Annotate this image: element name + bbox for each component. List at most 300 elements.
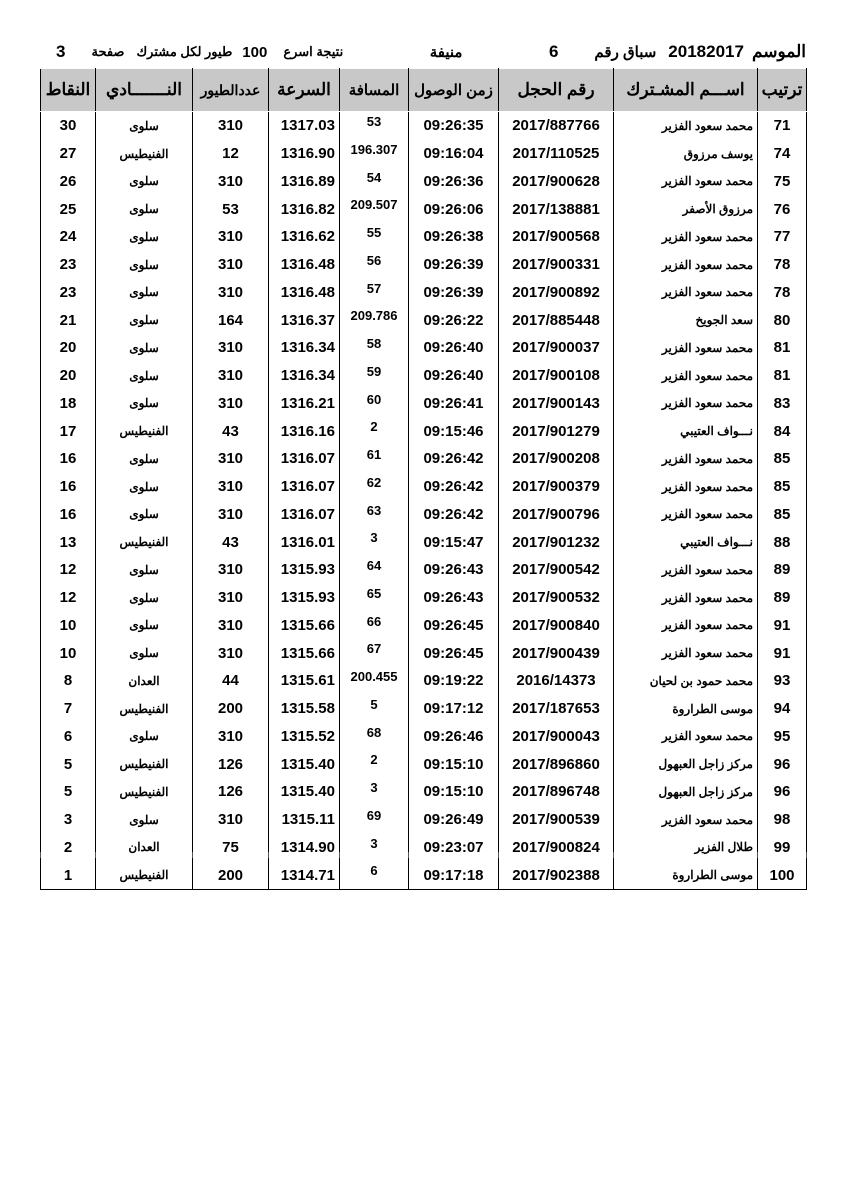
cell-time: 09:15:46: [409, 417, 499, 445]
cell-time: 09:16:04: [409, 140, 499, 168]
per-participant-label: طيور لكل مشترك: [136, 44, 233, 59]
column-tick-mark: [757, 852, 758, 858]
cell-rank: 83: [758, 390, 807, 418]
cell-count: 310: [193, 639, 269, 667]
cell-name: محمد سعود الفزير: [614, 251, 758, 279]
cell-rank: 98: [758, 806, 807, 834]
cell-points: 30: [41, 112, 96, 140]
cell-name: محمد سعود الفزير: [614, 639, 758, 667]
cell-club: الفنيطيس: [96, 861, 193, 889]
cell-dist: 60: [340, 390, 409, 418]
table-row: [41, 306, 807, 334]
cell-count: 310: [193, 806, 269, 834]
col-distance: المسافة: [340, 69, 409, 112]
cell-rank: 78: [758, 279, 807, 307]
cell-dist: 53: [340, 112, 409, 140]
cell-count: 310: [193, 473, 269, 501]
cell-club: سلوى: [96, 306, 193, 334]
cell-ring: 2017/896748: [499, 778, 614, 806]
cell-ring: 2017/900824: [499, 834, 614, 862]
cell-count: 43: [193, 417, 269, 445]
cell-rank: 88: [758, 528, 807, 556]
cell-club: سلوى: [96, 584, 193, 612]
col-club: النـــــــادي: [96, 69, 193, 112]
cell-points: 13: [41, 528, 96, 556]
table-row: [41, 778, 807, 806]
cell-club: الفنيطيس: [96, 417, 193, 445]
cell-points: 16: [41, 445, 96, 473]
cell-time: 09:15:10: [409, 750, 499, 778]
table-header-row: [41, 69, 807, 112]
cell-name: يوسف مرزوق: [614, 140, 758, 168]
cell-count: 53: [193, 195, 269, 223]
cell-count: 310: [193, 501, 269, 529]
cell-time: 09:19:22: [409, 667, 499, 695]
cell-ring: 2017/900439: [499, 639, 614, 667]
table-row: [41, 806, 807, 834]
cell-dist: 68: [340, 723, 409, 751]
cell-speed: 1316.62: [269, 223, 340, 251]
table-row: [41, 362, 807, 390]
cell-club: سلوى: [96, 723, 193, 751]
cell-points: 5: [41, 750, 96, 778]
cell-club: سلوى: [96, 556, 193, 584]
cell-count: 75: [193, 834, 269, 862]
cell-speed: 1317.03: [269, 112, 340, 140]
cell-time: 09:26:42: [409, 501, 499, 529]
cell-dist: 61: [340, 445, 409, 473]
cell-rank: 93: [758, 667, 807, 695]
cell-count: 310: [193, 612, 269, 640]
cell-name: نـــواف العتيبي: [614, 417, 758, 445]
cell-time: 09:15:47: [409, 528, 499, 556]
cell-points: 12: [41, 556, 96, 584]
cell-time: 09:26:41: [409, 390, 499, 418]
cell-club: العدان: [96, 834, 193, 862]
table-row: [41, 556, 807, 584]
cell-name: محمد سعود الفزير: [614, 556, 758, 584]
cell-time: 09:26:22: [409, 306, 499, 334]
cell-time: 09:26:40: [409, 334, 499, 362]
cell-points: 5: [41, 778, 96, 806]
cell-ring: 2017/900037: [499, 334, 614, 362]
cell-count: 164: [193, 306, 269, 334]
cell-dist: 58: [340, 334, 409, 362]
cell-club: سلوى: [96, 473, 193, 501]
cell-time: 09:15:10: [409, 778, 499, 806]
cell-count: 200: [193, 695, 269, 723]
cell-points: 27: [41, 140, 96, 168]
cell-time: 09:26:40: [409, 362, 499, 390]
cell-dist: 69: [340, 806, 409, 834]
location: منيفة: [429, 44, 463, 61]
cell-ring: 2017/900143: [499, 390, 614, 418]
cell-count: 310: [193, 251, 269, 279]
cell-dist: 200.455: [340, 667, 409, 695]
cell-speed: 1316.07: [269, 501, 340, 529]
cell-ring: 2017/900892: [499, 279, 614, 307]
cell-ring: 2016/14373: [499, 667, 614, 695]
cell-time: 09:26:36: [409, 168, 499, 196]
cell-time: 09:26:45: [409, 639, 499, 667]
cell-rank: 89: [758, 556, 807, 584]
cell-ring: 2017/900108: [499, 362, 614, 390]
page-label: صفحة: [91, 44, 125, 59]
season-label: الموسم: [751, 42, 807, 61]
cell-name: مركز زاجل العبهول: [614, 778, 758, 806]
cell-time: 09:26:39: [409, 279, 499, 307]
col-arrival-time: زمن الوصول: [409, 69, 499, 112]
cell-ring: 2017/900796: [499, 501, 614, 529]
cell-count: 200: [193, 861, 269, 889]
cell-dist: 67: [340, 639, 409, 667]
cell-time: 09:26:49: [409, 806, 499, 834]
cell-rank: 71: [758, 112, 807, 140]
result-label: نتيجة اسرع: [283, 44, 344, 59]
cell-ring: 2017/900840: [499, 612, 614, 640]
cell-rank: 74: [758, 140, 807, 168]
cell-points: 21: [41, 306, 96, 334]
cell-dist: 66: [340, 612, 409, 640]
cell-club: سلوى: [96, 445, 193, 473]
cell-name: سعد الجويخ: [614, 306, 758, 334]
cell-name: محمد سعود الفزير: [614, 168, 758, 196]
cell-rank: 96: [758, 778, 807, 806]
table-row: [41, 639, 807, 667]
cell-speed: 1316.07: [269, 473, 340, 501]
table-row: [41, 473, 807, 501]
table-row: [41, 168, 807, 196]
cell-name: محمد سعود الفزير: [614, 473, 758, 501]
table-row: [41, 390, 807, 418]
cell-ring: 2017/900542: [499, 556, 614, 584]
cell-time: 09:23:07: [409, 834, 499, 862]
cell-count: 310: [193, 112, 269, 140]
cell-rank: 85: [758, 501, 807, 529]
cell-time: 09:26:06: [409, 195, 499, 223]
cell-dist: 54: [340, 168, 409, 196]
cell-count: 126: [193, 778, 269, 806]
cell-name: محمد سعود الفزير: [614, 445, 758, 473]
cell-time: 09:26:43: [409, 584, 499, 612]
cell-name: محمد سعود الفزير: [614, 112, 758, 140]
cell-dist: 63: [340, 501, 409, 529]
cell-ring: 2017/900208: [499, 445, 614, 473]
cell-time: 09:26:43: [409, 556, 499, 584]
cell-points: 7: [41, 695, 96, 723]
cell-name: محمد سعود الفزير: [614, 390, 758, 418]
cell-dist: 65: [340, 584, 409, 612]
cell-speed: 1315.66: [269, 639, 340, 667]
cell-ring: 2017/900539: [499, 806, 614, 834]
table-row: [41, 195, 807, 223]
cell-points: 17: [41, 417, 96, 445]
cell-rank: 75: [758, 168, 807, 196]
cell-speed: 1315.40: [269, 750, 340, 778]
cell-name: محمد سعود الفزير: [614, 584, 758, 612]
table-row: [41, 750, 807, 778]
column-tick-mark: [613, 852, 614, 858]
cell-time: 09:26:39: [409, 251, 499, 279]
cell-speed: 1315.11: [269, 806, 340, 834]
cell-rank: 89: [758, 584, 807, 612]
cell-speed: 1316.01: [269, 528, 340, 556]
cell-time: 09:26:45: [409, 612, 499, 640]
cell-name: مرزوق الأصفر: [614, 195, 758, 223]
cell-dist: 2: [340, 750, 409, 778]
cell-points: 20: [41, 362, 96, 390]
cell-speed: 1316.37: [269, 306, 340, 334]
cell-club: سلوى: [96, 639, 193, 667]
cell-speed: 1316.07: [269, 445, 340, 473]
cell-rank: 80: [758, 306, 807, 334]
cell-count: 310: [193, 334, 269, 362]
table-row: [41, 723, 807, 751]
cell-dist: 57: [340, 279, 409, 307]
table-row: [41, 667, 807, 695]
cell-count: 310: [193, 168, 269, 196]
cell-club: سلوى: [96, 501, 193, 529]
column-tick-mark: [339, 852, 340, 858]
cell-rank: 96: [758, 750, 807, 778]
cell-dist: 64: [340, 556, 409, 584]
cell-rank: 85: [758, 473, 807, 501]
cell-points: 10: [41, 612, 96, 640]
cell-count: 44: [193, 667, 269, 695]
cell-speed: 1315.93: [269, 556, 340, 584]
column-tick-mark: [806, 852, 807, 858]
col-points: النقاط: [41, 69, 96, 112]
cell-points: 8: [41, 667, 96, 695]
cell-club: سلوى: [96, 251, 193, 279]
cell-club: سلوى: [96, 362, 193, 390]
cell-ring: 2017/900043: [499, 723, 614, 751]
cell-club: سلوى: [96, 390, 193, 418]
table-row: [41, 279, 807, 307]
cell-points: 20: [41, 334, 96, 362]
cell-ring: 2017/900379: [499, 473, 614, 501]
cell-speed: 1315.58: [269, 695, 340, 723]
cell-name: محمد سعود الفزير: [614, 362, 758, 390]
cell-speed: 1316.89: [269, 168, 340, 196]
table-row: [41, 251, 807, 279]
cell-count: 310: [193, 390, 269, 418]
cell-rank: 91: [758, 612, 807, 640]
cell-rank: 85: [758, 445, 807, 473]
cell-count: 310: [193, 362, 269, 390]
cell-rank: 84: [758, 417, 807, 445]
cell-club: العدان: [96, 667, 193, 695]
cell-ring: 2017/902388: [499, 861, 614, 889]
cell-dist: 2: [340, 417, 409, 445]
cell-club: سلوى: [96, 195, 193, 223]
page-number: 3: [56, 42, 66, 61]
table-row: [41, 612, 807, 640]
cell-points: 24: [41, 223, 96, 251]
cell-count: 310: [193, 445, 269, 473]
cell-ring: 2017/887766: [499, 112, 614, 140]
cell-points: 10: [41, 639, 96, 667]
cell-speed: 1316.34: [269, 334, 340, 362]
cell-club: الفنيطيس: [96, 750, 193, 778]
season-value: 20182017: [668, 42, 744, 61]
col-rank: ترتيب: [758, 69, 807, 112]
cell-club: سلوى: [96, 279, 193, 307]
cell-dist: 209.786: [340, 306, 409, 334]
cell-name: طلال الفزير: [614, 834, 758, 862]
cell-count: 310: [193, 223, 269, 251]
column-tick-mark: [192, 852, 193, 858]
cell-speed: 1316.16: [269, 417, 340, 445]
cell-name: محمد سعود الفزير: [614, 334, 758, 362]
cell-name: محمد سعود الفزير: [614, 612, 758, 640]
cell-speed: 1314.90: [269, 834, 340, 862]
cell-points: 25: [41, 195, 96, 223]
table-row: [41, 861, 807, 889]
cell-time: 09:26:35: [409, 112, 499, 140]
table-row: [41, 445, 807, 473]
cell-club: سلوى: [96, 612, 193, 640]
results-table: [40, 68, 807, 890]
cell-name: مركز زاجل العبهول: [614, 750, 758, 778]
table-row: [41, 223, 807, 251]
cell-count: 12: [193, 140, 269, 168]
cell-ring: 2017/901232: [499, 528, 614, 556]
cell-dist: 59: [340, 362, 409, 390]
cell-dist: 55: [340, 223, 409, 251]
cell-club: سلوى: [96, 223, 193, 251]
cell-name: محمد سعود الفزير: [614, 501, 758, 529]
cell-rank: 95: [758, 723, 807, 751]
cell-dist: 196.307: [340, 140, 409, 168]
cell-speed: 1316.48: [269, 279, 340, 307]
cell-points: 18: [41, 390, 96, 418]
cell-ring: 2017/896860: [499, 750, 614, 778]
cell-name: موسى الطراروة: [614, 861, 758, 889]
cell-rank: 94: [758, 695, 807, 723]
column-tick-mark: [498, 852, 499, 858]
cell-dist: 209.507: [340, 195, 409, 223]
cell-time: 09:26:42: [409, 473, 499, 501]
cell-dist: 56: [340, 251, 409, 279]
table-row: [41, 584, 807, 612]
column-tick-mark: [95, 852, 96, 858]
cell-name: محمد سعود الفزير: [614, 279, 758, 307]
cell-speed: 1316.82: [269, 195, 340, 223]
cell-ring: 2017/187653: [499, 695, 614, 723]
cell-points: 12: [41, 584, 96, 612]
cell-points: 16: [41, 501, 96, 529]
table-row: [41, 695, 807, 723]
cell-points: 2: [41, 834, 96, 862]
cell-club: الفنيطيس: [96, 140, 193, 168]
cell-name: محمد حمود بن لحيان: [614, 667, 758, 695]
col-speed: السرعة: [269, 69, 340, 112]
cell-dist: 62: [340, 473, 409, 501]
cell-ring: 2017/900331: [499, 251, 614, 279]
cell-club: سلوى: [96, 334, 193, 362]
race-label: سباق رقم: [594, 44, 657, 61]
table-row: [41, 834, 807, 862]
cell-time: 09:17:18: [409, 861, 499, 889]
cell-rank: 81: [758, 334, 807, 362]
race-number: 6: [548, 42, 559, 61]
cell-rank: 99: [758, 834, 807, 862]
cell-rank: 91: [758, 639, 807, 667]
col-ring: رقم الحجل: [499, 69, 614, 112]
cell-ring: 2017/885448: [499, 306, 614, 334]
cell-ring: 2017/900568: [499, 223, 614, 251]
column-tick-mark: [40, 852, 41, 858]
cell-speed: 1315.61: [269, 667, 340, 695]
cell-time: 09:26:38: [409, 223, 499, 251]
cell-rank: 100: [758, 861, 807, 889]
cell-speed: 1316.48: [269, 251, 340, 279]
cell-name: نـــواف العتيبي: [614, 528, 758, 556]
cell-club: الفنيطيس: [96, 778, 193, 806]
cell-ring: 2017/138881: [499, 195, 614, 223]
table-row: [41, 140, 807, 168]
cell-points: 1: [41, 861, 96, 889]
cell-dist: 3: [340, 834, 409, 862]
cell-club: سلوى: [96, 112, 193, 140]
cell-points: 6: [41, 723, 96, 751]
cell-club: الفنيطيس: [96, 695, 193, 723]
cell-count: 310: [193, 279, 269, 307]
cell-ring: 2017/900532: [499, 584, 614, 612]
cell-count: 310: [193, 723, 269, 751]
cell-name: محمد سعود الفزير: [614, 806, 758, 834]
column-tick-mark: [408, 852, 409, 858]
cell-dist: 3: [340, 528, 409, 556]
cell-points: 23: [41, 279, 96, 307]
cell-dist: 5: [340, 695, 409, 723]
cell-dist: 3: [340, 778, 409, 806]
cell-time: 09:26:46: [409, 723, 499, 751]
result-count: 100: [242, 43, 268, 61]
cell-speed: 1316.21: [269, 390, 340, 418]
cell-speed: 1315.52: [269, 723, 340, 751]
table-row: [41, 417, 807, 445]
cell-speed: 1316.90: [269, 140, 340, 168]
cell-speed: 1315.66: [269, 612, 340, 640]
cell-club: الفنيطيس: [96, 528, 193, 556]
cell-name: موسى الطراروة: [614, 695, 758, 723]
cell-points: 3: [41, 806, 96, 834]
column-tick-mark: [268, 852, 269, 858]
cell-club: سلوى: [96, 806, 193, 834]
cell-points: 26: [41, 168, 96, 196]
page-title-line: [56, 40, 806, 64]
cell-rank: 77: [758, 223, 807, 251]
cell-points: 23: [41, 251, 96, 279]
cell-speed: 1314.71: [269, 861, 340, 889]
cell-count: 310: [193, 556, 269, 584]
cell-speed: 1315.93: [269, 584, 340, 612]
cell-count: 310: [193, 584, 269, 612]
table-row: [41, 112, 807, 140]
table-row: [41, 501, 807, 529]
cell-count: 43: [193, 528, 269, 556]
cell-time: 09:17:12: [409, 695, 499, 723]
cell-club: سلوى: [96, 168, 193, 196]
cell-name: محمد سعود الفزير: [614, 223, 758, 251]
cell-ring: 2017/110525: [499, 140, 614, 168]
col-bird-count: عددالطيور: [193, 69, 269, 112]
cell-ring: 2017/901279: [499, 417, 614, 445]
table-row: [41, 528, 807, 556]
table-row: [41, 334, 807, 362]
